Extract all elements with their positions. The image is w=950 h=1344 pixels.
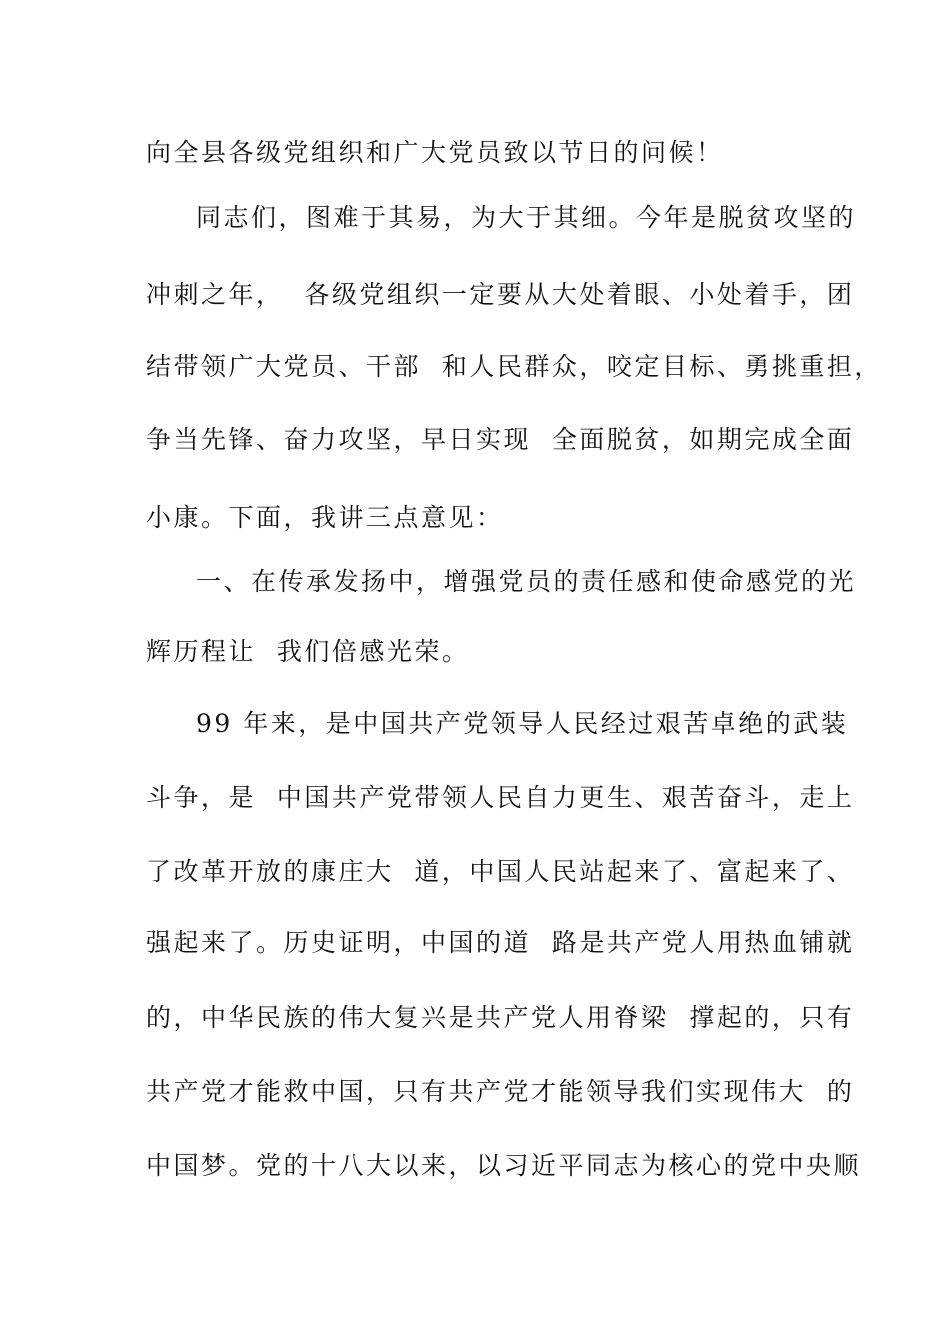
paragraph-start-line: 99 年来，是中国共产党领导人民经过艰苦卓绝的武装: [196, 709, 849, 738]
paragraph-start-line: 同志们，图难于其易，为大于其细。今年是脱贫攻坚的: [196, 203, 857, 232]
text-line: 的，中华民族的伟大复兴是共产党人用脊梁 撑起的，只有: [146, 1003, 855, 1032]
text-line: 共产党才能救中国，只有共产党才能领导我们实现伟大 的: [146, 1077, 855, 1106]
text-line: 向全县各级党组织和广大党员致以节日的问候！: [146, 138, 724, 167]
text-line: 争当先锋、奋力攻坚，早日实现 全面脱贫，如期完成全面: [146, 425, 855, 454]
text-line: 强起来了。历史证明，中国的道 路是共产党人用热血铺就: [146, 928, 855, 957]
text-line: 了改革开放的康庄大 道，中国人民站起来了、富起来了、: [146, 857, 855, 886]
text-line: 小康。下面，我讲三点意见：: [146, 503, 504, 532]
section-heading-line: 辉历程让 我们倍感光荣。: [146, 637, 470, 666]
text-line: 冲刺之年， 各级党组织一定要从大处着眼、小处着手，团: [146, 280, 855, 309]
text-line: 结带领广大党员、干部 和人民群众，咬定目标、勇挑重担，: [146, 352, 882, 381]
text-line: 中国梦。党的十八大以来，以习近平同志为核心的党中央顺: [146, 1151, 862, 1180]
text-line: 斗争，是 中国共产党带领人民自力更生、艰苦奋斗，走上: [146, 783, 855, 812]
section-heading-line: 一、在传承发扬中，增强党员的责任感和使命感党的光: [196, 567, 857, 596]
